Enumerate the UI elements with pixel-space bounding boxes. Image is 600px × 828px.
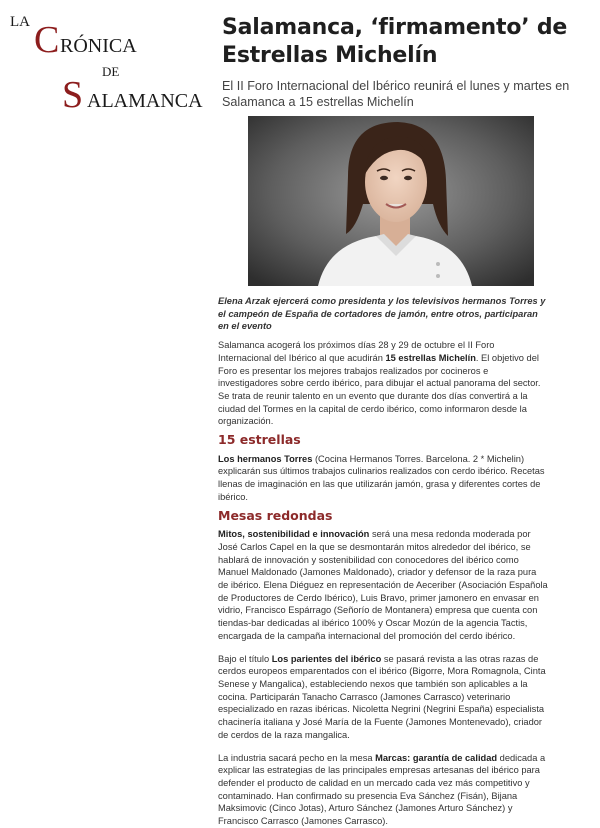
paragraph-parientes-text-a: Bajo el título	[218, 653, 272, 664]
article-body	[218, 295, 548, 828]
article-headline: Salamanca, ‘firmamento’ de Estrellas Michelín	[222, 15, 568, 68]
paragraph-marcas-bold: Marcas: garantía de calidad	[375, 752, 498, 763]
paragraph-mitos	[218, 528, 548, 642]
logo-initial-c: C	[34, 19, 60, 61]
paragraph-marcas-text-a: La industria sacará pecho en la mesa	[218, 752, 376, 763]
paragraph-mitos-bold: Mitos, sostenibilidad e innovación	[218, 529, 370, 540]
logo-word-la: LA	[10, 14, 30, 30]
section-title-mesas-redondas: Mesas redondas	[218, 507, 333, 523]
logo-initial-s: S	[62, 74, 84, 114]
paragraph-torres	[218, 453, 548, 504]
article-lead: Elena Arzak ejercerá como presidenta y los televisivos hermanos Torres y el campeón de España de cortadores de jamón, entre otros, participaran en el evento	[218, 296, 546, 332]
section-title-15-estrellas: 15 estrellas	[218, 432, 301, 448]
logo-word-cronica: RÓNICA	[60, 35, 137, 57]
paragraph-marcas-text-b: dedicada a explicar las estrategias de las principales empresas artesanas del ibérico para defender el producto de calidad en un mercado cada vez más competitivo y contaminado. Han confirmado su presencia Eva Sánchez (Fisán), Bijana Maksimovic (Cinco Jotas), Arturo Sánchez (Jamones Arturo Sánchez) y Francisco Carrasco (Jamones Carrasco).	[218, 752, 546, 827]
paragraph-torres-text: (Cocina Hermanos Torres. Barcelona. 2 * Michelin) explicarán sus últimos trabajos culinarios realizados con cerdo ibérico. Recetas llenas de imaginación en las que utilizarán jamón, grasa y diferentes cortes de ibérico.	[218, 453, 545, 502]
paragraph-mitos-text: será una mesa redonda moderada por José Carlos Capel en la que se desmontarán mitos alrededor del ibérico, se hablará de innovación y sostenibilidad con conocedores del ibérico como Manuel Maldonado (Jamones Maldonado), criador y defensor de la raza pura de ibérico. Elena Diéguez en representación de Aeceriber (Asociación Española de Productores de Cerdo Ibérico), Luis Bravo, primer jamonero en envasar en vidrio, Francisco Espárrago (Señorío de Montanera) empresa que cuenta con tiendas-bar dedicadas al ibérico 100% y Oscar Mozún de la agencia Tactis, encargada de la campaña internacional del promoción del cerdo ibérico.	[218, 529, 548, 641]
paragraph-parientes-bold: Los parientes del ibérico	[271, 653, 382, 664]
logo-word-de: DE	[102, 64, 120, 79]
paragraph-intro-text-a: Salamanca acogerá los próximos días 28 y 29 de octubre el II Foro Internacional del Ibérico al que acudirán	[218, 340, 495, 363]
article-subhead: El II Foro Internacional del Ibérico reunirá el lunes y martes en Salamanca a 15 estrellas Michelín	[222, 79, 570, 109]
newspaper-logo[interactable]	[8, 4, 208, 114]
paragraph-intro	[218, 339, 548, 428]
paragraph-parientes	[218, 653, 548, 742]
paragraph-parientes-text-b: se pasará revista a las otras razas de cerdos europeos emparentados con el ibérico (Bigorre, Mora Romagnola, Cinta Senese y Mangalica), estableciendo nexos que también son aplicables a la cocina. Participarán Tanacho Carrasco (Jamones Carrasco) veterinario especializado en razas ibéricas. Nicoletta Negrini (Negrini España) especialista chacinería italiana y José María de la Fuente (Jamones Montenevado), criador de cerdos de la raza mangalica.	[218, 653, 546, 740]
paragraph-marcas	[218, 752, 548, 828]
paragraph-intro-bold: 15 estrellas Michelín	[385, 352, 476, 363]
paragraph-torres-bold: Los hermanos Torres	[218, 453, 313, 464]
chef-portrait-photo	[248, 116, 534, 286]
paragraph-intro-text-b: . El objetivo del Foro es presentar los mejores trabajos realizados por cocineros e investigadores sobre cerdo ibérico, para dibujar el actual panorama del sector. Se trata de reunir talento en un evento que durante dos días convertirá a la ciudad del Tormes en la capital de cerdo ibérico, como informaron desde la organización.	[218, 352, 541, 427]
logo-word-salamanca: ALAMANCA	[87, 90, 203, 112]
